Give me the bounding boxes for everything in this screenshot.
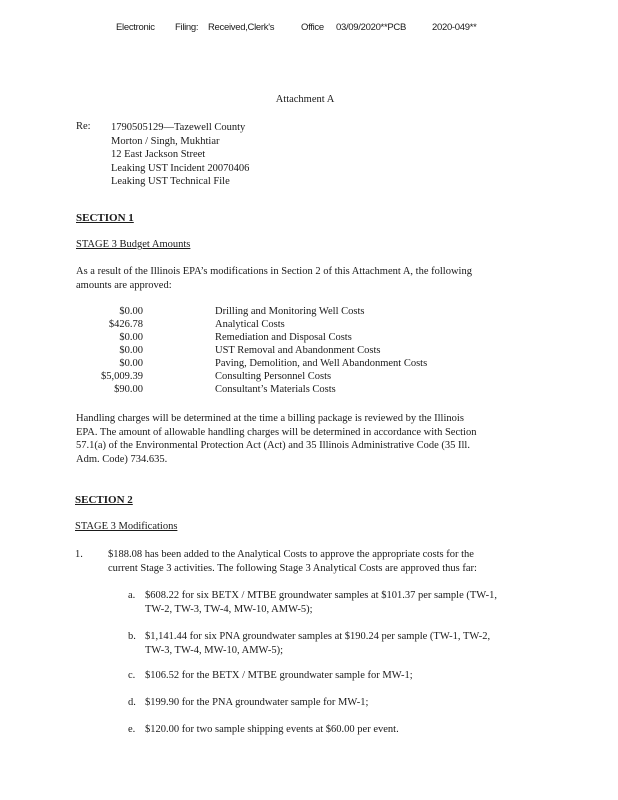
budget-row: [0, 332, 618, 345]
subitem-line: $120.00 for two sample shipping events at $60.00 per event.: [145, 724, 399, 735]
re-line: Leaking UST Incident 20070406: [111, 162, 250, 174]
item-line: $188.08 has been added to the Analytical Costs to approve the appropriate costs for the: [108, 549, 474, 560]
subitem-letter: e.: [128, 724, 136, 735]
subitem-line: $1,141.44 for six PNA groundwater samples at $190.24 per sample (TW-1, TW-2,: [145, 631, 491, 642]
budget-label: Paving, Demolition, and Well Abandonment Costs: [215, 358, 428, 369]
budget-amount: $0.00: [119, 358, 143, 369]
budget-label: Consultant’s Materials Costs: [215, 384, 336, 395]
budget-label: Analytical Costs: [215, 319, 285, 330]
budget-label: UST Removal and Abandonment Costs: [215, 345, 381, 356]
subitem-text: [145, 723, 399, 737]
budget-label: Consulting Personnel Costs: [215, 371, 332, 382]
budget-amount: $90.00: [114, 384, 143, 395]
item-text: [108, 548, 477, 575]
subitem-letter: c.: [128, 670, 136, 681]
budget-row: [0, 306, 618, 319]
budget-row: [0, 384, 618, 397]
handling-line: Adm. Code) 734.635.: [76, 453, 168, 465]
re-line: 12 East Jackson Street: [111, 149, 206, 160]
subitem-line: TW-3, TW-4, MW-10, AMW-5);: [145, 644, 284, 656]
budget-row: [0, 345, 618, 358]
re-block: [111, 121, 249, 189]
subitem-letter: b.: [128, 631, 136, 642]
subitem-line: $199.90 for the PNA groundwater sample for MW-1;: [145, 697, 369, 708]
subitem-letter: a.: [128, 590, 136, 601]
filing-type: Electronic: [116, 22, 155, 33]
subitem-line: $608.22 for six BETX / MTBE groundwater samples at $101.37 per sample (TW-1,: [145, 590, 497, 601]
budget-label: Drilling and Monitoring Well Costs: [215, 306, 365, 317]
handling-line: Handling charges will be determined at the time a billing package is reviewed by the Illinois: [76, 413, 464, 424]
budget-amount: $0.00: [119, 332, 143, 343]
subitem-text: [145, 589, 497, 616]
received-stamp: Received,Clerk's: [208, 22, 275, 33]
budget-amount: $5,009.39: [101, 371, 143, 382]
section-2-heading: SECTION 2: [75, 494, 133, 506]
subitem-line: TW-2, TW-3, TW-4, MW-10, AMW-5);: [145, 603, 313, 615]
filing-label: Filing:: [175, 22, 199, 33]
handling-line: 57.1(a) of the Environmental Protection Act (Act) and 35 Illinois Administrative Code (35 Ill.: [76, 440, 470, 451]
subitem-text: [145, 696, 368, 710]
handling-charges-paragraph: [76, 412, 541, 466]
budget-amount: $0.00: [119, 306, 143, 317]
budget-row: [0, 319, 618, 332]
budget-row: [0, 358, 618, 371]
office-label: Office: [301, 22, 324, 33]
re-line: Morton / Singh, Mukhtiar: [111, 135, 220, 147]
section-2-subheading: STAGE 3 Modifications: [75, 521, 178, 532]
item-line: current Stage 3 activities. The following Stage 3 Analytical Costs are approved thus far:: [108, 562, 477, 574]
budget-amount: $0.00: [119, 345, 143, 356]
re-line: Leaking UST Technical File: [111, 176, 230, 187]
subitem-letter: d.: [128, 697, 136, 708]
re-label: Re:: [76, 121, 91, 132]
budget-label: Remediation and Disposal Costs: [215, 332, 352, 343]
intro-line: amounts are approved:: [76, 279, 172, 291]
section-1-subheading: STAGE 3 Budget Amounts: [76, 239, 191, 250]
budget-amount: $426.78: [108, 319, 143, 330]
filing-date: 03/09/2020**PCB: [336, 22, 406, 33]
subitem-line: $106.52 for the BETX / MTBE groundwater sample for MW-1;: [145, 670, 413, 681]
handling-line: EPA. The amount of allowable handling charges will be determined in accordance with Section: [76, 426, 477, 438]
section-1-heading: SECTION 1: [76, 212, 134, 224]
subitem-text: [145, 669, 413, 683]
re-line: 1790505129—Tazewell County: [111, 122, 246, 133]
item-number: 1.: [75, 549, 83, 560]
budget-row: [0, 371, 618, 384]
intro-line: As a result of the Illinois EPA’s modifications in Section 2 of this Attachment A, the following: [76, 266, 472, 277]
page-title: Attachment A: [275, 94, 335, 105]
case-number: 2020-049**: [432, 22, 477, 33]
subitem-text: [145, 630, 490, 657]
section-1-intro: [76, 265, 541, 292]
filing-header: [0, 22, 618, 36]
